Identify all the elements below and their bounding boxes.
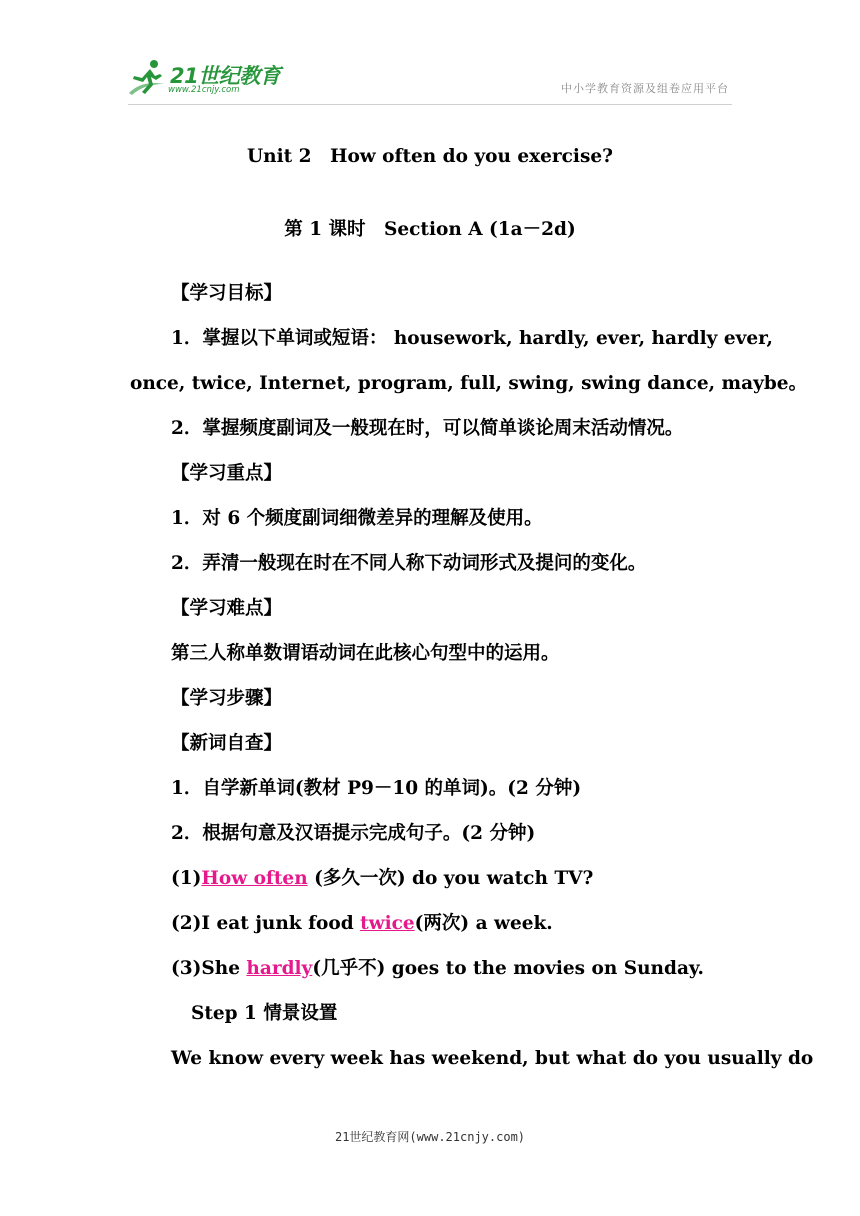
- key-1: 1．对 6 个频度副词细微差异的理解及使用。: [171, 508, 543, 529]
- logo-url: www.21cnjy.com: [168, 85, 240, 95]
- question-1-prefix: (1): [171, 868, 202, 889]
- new-words-1: 1．自学新单词(教材 P9－10 的单词)。(2 分钟): [171, 778, 582, 799]
- runner-icon: [128, 58, 168, 96]
- platform-name: 中小学教育资源及组卷应用平台: [561, 82, 729, 95]
- question-1: [171, 867, 593, 891]
- question-3-answer: hardly: [246, 958, 313, 979]
- paragraph-line: We know every week has weekend, but what do you usually do: [171, 1048, 814, 1069]
- page-title: Unit 2 How often do you exercise?: [247, 146, 613, 167]
- header-divider: [128, 104, 732, 105]
- goal-2: 2．掌握频度副词及一般现在时，可以简单谈论周末活动情况。: [171, 418, 684, 439]
- question-3: [171, 957, 704, 981]
- difficulty-1: 第三人称单数谓语动词在此核心句型中的运用。: [171, 643, 560, 664]
- goals-heading: 【学习目标】: [171, 283, 283, 304]
- question-2-prefix: (2)I eat junk food: [171, 913, 361, 934]
- question-2-suffix: (两次) a week.: [414, 913, 553, 934]
- goal-1-line-a: 1．掌握以下单词或短语： housework, hardly, ever, hardly ever,: [171, 328, 774, 349]
- question-2: [171, 912, 553, 936]
- question-1-answer: How often: [201, 868, 308, 889]
- difficulty-heading: 【学习难点】: [171, 598, 283, 619]
- logo-text: 21世纪教育: [170, 64, 281, 88]
- section-subtitle: 第 1 课时 Section A (1a－2d): [284, 219, 576, 240]
- question-3-prefix: (3)She: [171, 958, 247, 979]
- question-3-suffix: (几乎不) goes to the movies on Sunday.: [312, 958, 704, 979]
- logo: [128, 58, 288, 98]
- new-words-heading: 【新词自查】: [171, 733, 283, 754]
- key-2: 2．弄清一般现在时在不同人称下动词形式及提问的变化。: [171, 553, 647, 574]
- page-header: [0, 0, 860, 110]
- key-heading: 【学习重点】: [171, 463, 283, 484]
- page-footer: 21世纪教育网(www.21cnjy.com): [334, 1130, 526, 1144]
- question-2-answer: twice: [360, 913, 415, 934]
- new-words-2: 2．根据句意及汉语提示完成句子。(2 分钟): [171, 823, 536, 844]
- steps-heading: 【学习步骤】: [171, 688, 283, 709]
- goal-1-line-b: once, twice, Internet, program, full, swing, swing dance, maybe。: [130, 373, 808, 394]
- question-1-suffix: (多久一次) do you watch TV?: [307, 868, 594, 889]
- step-1-heading: Step 1 情景设置: [191, 1003, 338, 1024]
